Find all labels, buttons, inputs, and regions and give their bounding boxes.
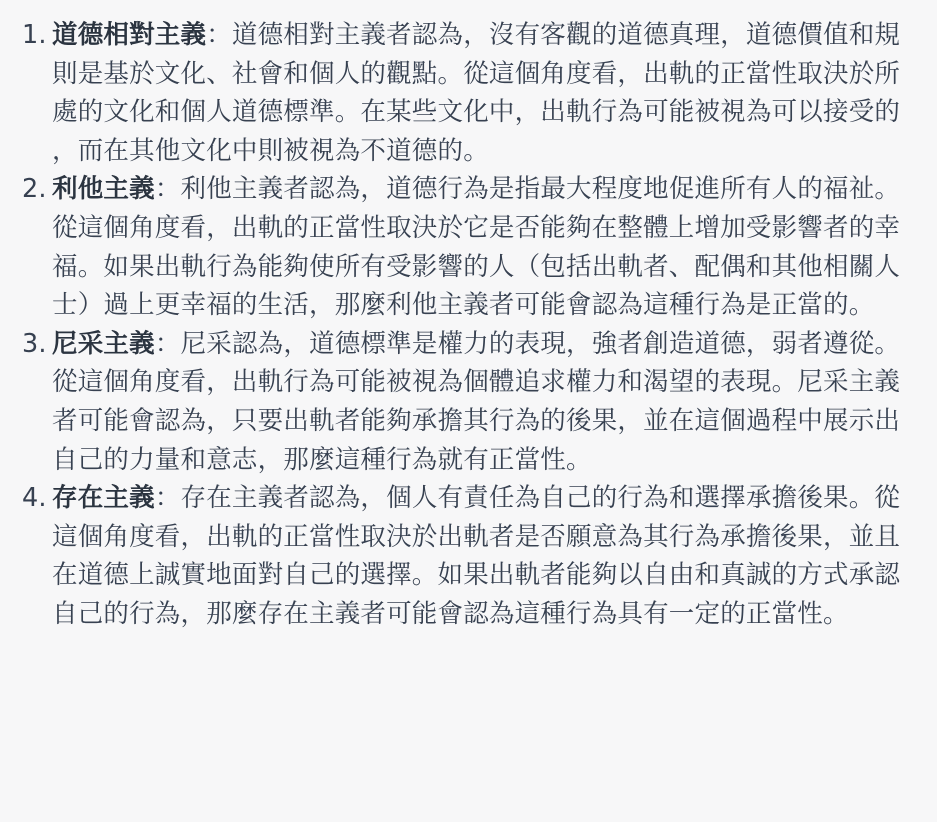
item-description: 道德相對主義者認為，沒有客觀的道德真理，道德價值和規則是基於文化、社會和個人的觀點。從這個角度看，出軌的正當性取決於所處的文化和個人道德標準。在某些文化中，出軌行為可能被視為可以接受的，而在其他文化中則被視為不道德的。: [52, 20, 901, 166]
item-number: 4.: [22, 483, 47, 514]
item-term: 利他主義: [52, 174, 155, 205]
item-text: [52, 16, 911, 170]
item-term: 道德相對主義: [52, 20, 207, 50]
item-separator: ：: [154, 174, 181, 205]
philosophy-list: [22, 16, 911, 634]
item-text: [52, 479, 911, 633]
item-term: 尼采主義: [52, 328, 155, 359]
item-number: 1.: [22, 20, 47, 50]
list-item-moral-relativism: [22, 16, 911, 170]
item-separator: ：: [154, 483, 181, 514]
item-term: 存在主義: [52, 483, 155, 514]
item-number: 3.: [22, 328, 47, 359]
item-number: 2.: [22, 174, 47, 205]
item-text: [52, 170, 911, 324]
item-text: [52, 325, 911, 479]
list-item-existentialism: [22, 479, 911, 633]
item-separator: ：: [154, 328, 181, 359]
item-description: 利他主義者認為，道德行為是指最大程度地促進所有人的福祉。從這個角度看，出軌的正當性取決於它是否能夠在整體上增加受影響者的幸福。如果出軌行為能夠使所有受影響的人（包括出軌者、配偶和其他相關人士）過上更幸福的生活，那麼利他主義者可能會認為這種行為是正當的。: [52, 174, 901, 321]
item-description: 尼采認為，道德標準是權力的表現，強者創造道德，弱者遵從。從這個角度看，出軌行為可能被視為個體追求權力和渴望的表現。尼采主義者可能會認為，只要出軌者能夠承擔其行為的後果，並在這個過程中展示出自己的力量和意志，那麼這種行為就有正當性。: [52, 328, 901, 475]
list-item-nietzscheanism: [22, 325, 911, 479]
item-description: 存在主義者認為，個人有責任為自己的行為和選擇承擔後果。從這個角度看，出軌的正當性取決於出軌者是否願意為其行為承擔後果，並且在道德上誠實地面對自己的選擇。如果出軌者能夠以自由和真誠的方式承認自己的行為，那麼存在主義者可能會認為這種行為具有一定的正當性。: [52, 483, 901, 629]
item-separator: ：: [206, 20, 232, 50]
list-item-altruism: [22, 170, 911, 324]
